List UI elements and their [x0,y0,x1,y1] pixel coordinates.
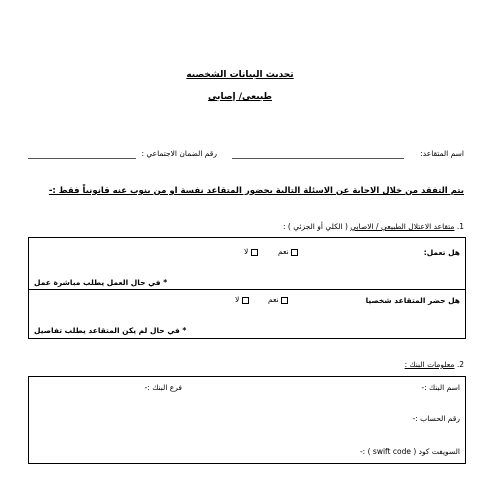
q1-note: * في حال العمل يطلب مباشرة عمل [34,278,168,287]
swift-code-label: السويفت كود ( swift code ) :- [359,447,460,456]
q1-yes-label: نعم [278,247,289,256]
q2-options [235,295,249,304]
q1-label: هل تعمل: [423,248,460,257]
q1-yes-option [278,247,298,256]
section2-heading [405,360,464,369]
q1-options [244,247,258,256]
social-security-label: رقم الضمان الاجتماعي : [141,149,217,158]
section2-number: 2. [456,360,464,369]
q2-yes-option [268,295,288,304]
q2-yes-label: نعم [268,295,279,304]
retiree-name-field[interactable] [232,158,404,159]
retiree-name-label: اسم المتقاعد: [420,149,464,158]
section1-title-note: ( الكلي أو الجزئي ) : [282,222,348,231]
bank-branch-label: فرع البنك :- [144,383,182,392]
bank-name-label: اسم البنك :- [421,383,460,392]
q2-yes-checkbox[interactable] [281,297,288,304]
q2-no-checkbox[interactable] [242,297,249,304]
q2-label: هل حضر المتقاعد شخصيا [365,296,460,305]
section1-title: متقاعد الاعتلال الطبيعي / الاصابي [350,222,455,231]
q1-no-checkbox[interactable] [251,249,258,256]
section1-heading [283,222,464,231]
section1-number: 1. [456,222,464,231]
q2-no-label: لا [235,295,240,304]
q2-note: * في حال لم يكن المتقاعد يطلب تفاصيل [34,326,187,335]
page-title: تحديث البيانات الشخصيه [186,70,294,80]
section1-divider [28,289,466,290]
q1-no-label: لا [244,247,249,256]
q1-yes-checkbox[interactable] [291,249,298,256]
social-security-field[interactable] [28,158,136,159]
page-subtitle: طبيعي/ إصابي [207,92,273,102]
instruction-text: يتم التفقد من خلال الاجابة عن الاسئلة التالية بحضور المتقاعد نفسة او من ينوب عنه قانونياً فقط :- [48,186,464,196]
account-number-label: رقم الحساب :- [412,414,460,423]
section2-title: معلومات البنك : [404,360,455,369]
